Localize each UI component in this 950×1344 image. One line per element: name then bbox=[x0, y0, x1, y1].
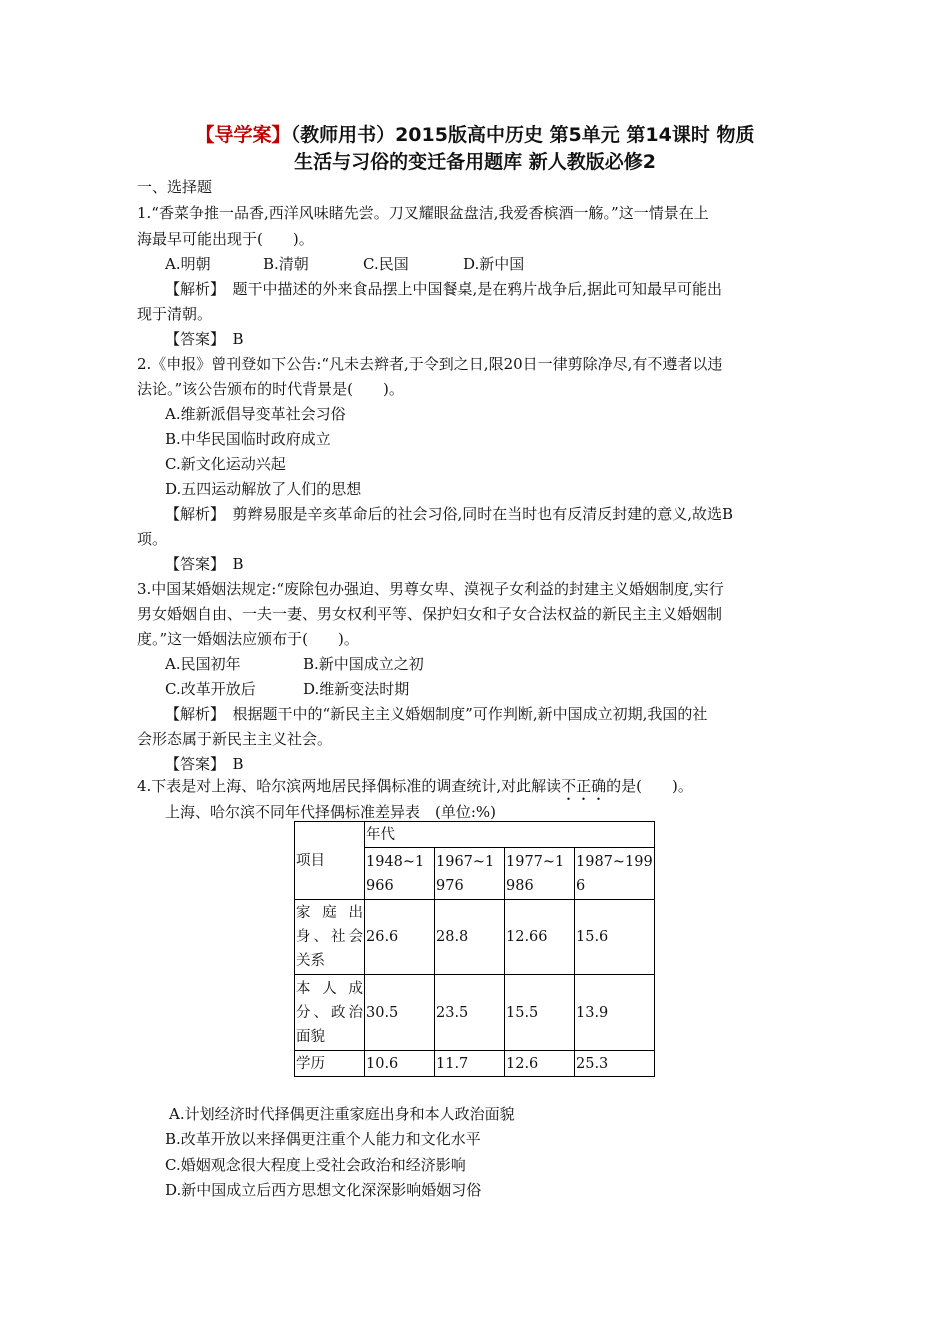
q3-option-c: C.改革开放后 bbox=[165, 680, 256, 698]
row-label: 家庭出身、社会关系 bbox=[295, 900, 365, 975]
q2-option-b: B.中华民国临时政府成立 bbox=[165, 430, 331, 448]
table-cell: 28.8 bbox=[435, 900, 505, 975]
table-cell: 10.6 bbox=[365, 1051, 435, 1077]
q1-stem-line1: 1.“香菜争推一品香,西洋风味睹先尝。刀叉耀眼盆盘洁,我爱香槟酒一觞。”这一情景在上 bbox=[137, 204, 709, 222]
q1-analysis-line1: 【解析】 题干中描述的外来食品摆上中国餐桌,是在鸦片战争后,据此可知最早可能出 bbox=[165, 280, 723, 298]
column-header: 1948~1966 bbox=[365, 848, 435, 900]
table-cell: 12.66 bbox=[505, 900, 575, 975]
table-cell: 13.9 bbox=[575, 975, 655, 1051]
table-cell: 30.5 bbox=[365, 975, 435, 1051]
q3-option-d: D.维新变法时期 bbox=[303, 680, 410, 698]
table-cell: 26.6 bbox=[365, 900, 435, 975]
column-header: 1967~1976 bbox=[435, 848, 505, 900]
q3-option-b: B.新中国成立之初 bbox=[303, 655, 424, 673]
q2-option-c: C.新文化运动兴起 bbox=[165, 455, 286, 473]
q1-option-d: D.新中国 bbox=[463, 255, 525, 273]
row-label: 本人成分、政治面貌 bbox=[295, 975, 365, 1051]
q2-option-d: D.五四运动解放了人们的思想 bbox=[165, 480, 362, 498]
q3-stem-line3: 度。”这一婚姻法应颁布于( )。 bbox=[137, 630, 359, 648]
section-heading: 一、选择题 bbox=[137, 178, 213, 196]
table-cell: 15.6 bbox=[575, 900, 655, 975]
q1-option-b: B.清朝 bbox=[263, 255, 309, 273]
column-header: 1987~1996 bbox=[575, 848, 655, 900]
q3-analysis-line2: 会形态属于新民主主义社会。 bbox=[137, 730, 333, 748]
title-line1: （教师用书）2015版高中历史 第5单元 第14课时 物质 bbox=[290, 124, 755, 146]
title-line2: 生活与习俗的变迁备用题库 新人教版必修2 bbox=[294, 151, 656, 173]
table-row bbox=[295, 975, 655, 1051]
title-mark: 【导学案】 bbox=[195, 124, 291, 146]
table-row bbox=[295, 900, 655, 975]
q4-stem-emphasis: 不正确 bbox=[561, 777, 607, 795]
table-cell: 12.6 bbox=[505, 1051, 575, 1077]
document-title bbox=[120, 122, 830, 176]
q1-option-a: A.明朝 bbox=[165, 255, 211, 273]
q1-analysis-line2: 现于清朝。 bbox=[137, 305, 213, 323]
q4-option-a: A.计划经济时代择偶更注重家庭出身和本人政治面貌 bbox=[169, 1105, 515, 1123]
table-row bbox=[295, 1051, 655, 1077]
q3-stem-line2: 男女婚姻自由、一夫一妻、男女权利平等、保护妇女和子女合法权益的新民主主义婚姻制 bbox=[137, 605, 723, 623]
q4-stem-pre: 4.下表是对上海、哈尔滨两地居民择偶标准的调查统计,对此解读 bbox=[137, 777, 562, 795]
survey-table bbox=[294, 821, 655, 1077]
q4-option-b: B.改革开放以来择偶更注重个人能力和文化水平 bbox=[165, 1130, 481, 1148]
q2-analysis-line1: 【解析】 剪辫易服是辛亥革命后的社会习俗,同时在当时也有反清反封建的意义,故选B bbox=[165, 505, 734, 523]
table-cell: 23.5 bbox=[435, 975, 505, 1051]
q1-stem-line2: 海最早可能出现于( )。 bbox=[137, 230, 314, 248]
table-cell: 15.5 bbox=[505, 975, 575, 1051]
q2-answer: 【答案】 B bbox=[165, 555, 244, 573]
q2-stem-line2: 法论。”该公告颁布的时代背景是( )。 bbox=[137, 380, 404, 398]
table-header-row bbox=[295, 822, 655, 848]
q3-analysis-line1: 【解析】 根据题干中的“新民主主义婚姻制度”可作判断,新中国成立初期,我国的社 bbox=[165, 705, 708, 723]
q2-analysis-line2: 项。 bbox=[137, 530, 168, 548]
header-item: 项目 bbox=[295, 822, 365, 900]
q4-option-c: C.婚姻观念很大程度上受社会政治和经济影响 bbox=[165, 1156, 466, 1174]
q2-stem-line1: 2.《申报》曾刊登如下公告:“凡未去辫者,于令到之日,限20日一律剪除净尽,有不遵者以违 bbox=[137, 355, 723, 373]
row-label: 学历 bbox=[295, 1051, 365, 1077]
q1-option-c: C.民国 bbox=[363, 255, 409, 273]
q4-stem bbox=[137, 776, 693, 804]
header-era: 年代 bbox=[365, 822, 655, 848]
q3-stem-line1: 3.中国某婚姻法规定:“废除包办强迫、男尊女卑、漠视子女利益的封建主义婚姻制度,实行 bbox=[137, 580, 724, 598]
q4-stem-post: 的是( )。 bbox=[606, 777, 693, 795]
column-header: 1977~1986 bbox=[505, 848, 575, 900]
q1-answer: 【答案】 B bbox=[165, 330, 244, 348]
q4-option-d: D.新中国成立后西方思想文化深深影响婚姻习俗 bbox=[165, 1181, 482, 1199]
q3-answer: 【答案】 B bbox=[165, 755, 244, 773]
table-cell: 25.3 bbox=[575, 1051, 655, 1077]
table-cell: 11.7 bbox=[435, 1051, 505, 1077]
table-caption: 上海、哈尔滨不同年代择偶标准差异表 (单位:%) bbox=[165, 803, 497, 821]
q3-option-a: A.民国初年 bbox=[165, 655, 241, 673]
q2-option-a: A.维新派倡导变革社会习俗 bbox=[165, 405, 346, 423]
